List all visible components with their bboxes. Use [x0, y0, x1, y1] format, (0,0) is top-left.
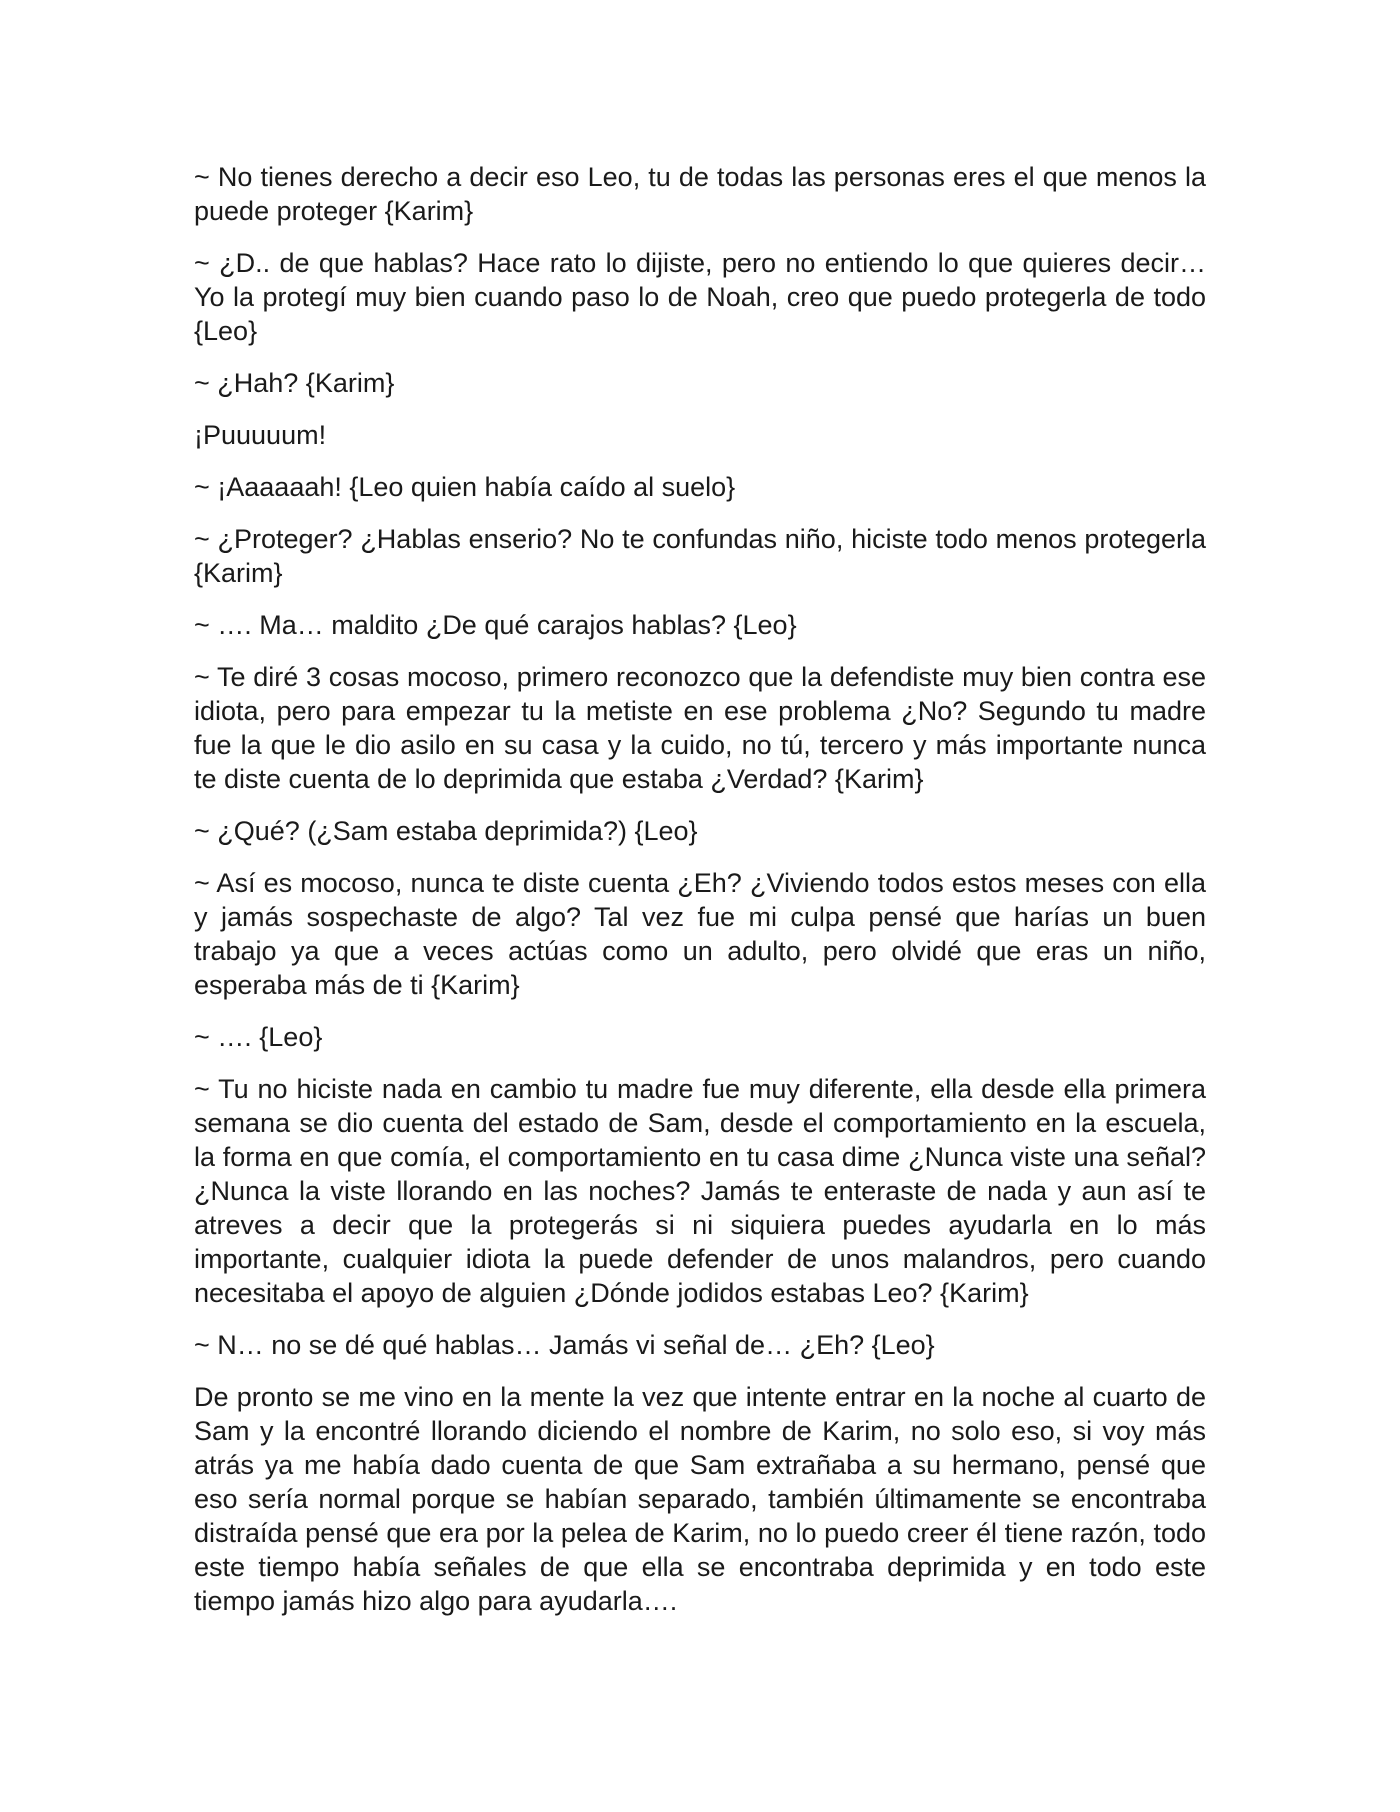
dialogue-paragraph-12: ~ Tu no hiciste nada en cambio tu madre fue muy diferente, ella desde ella primera semana se dio cuenta del estado de Sam, desde el comportamiento en la escuela, la forma en que comía, el comportamiento en tu casa dime ¿Nunca viste una señal? ¿Nunca la viste llorando en las noches? Jamás te enteraste de nada y aun así te atreves a decir que la protegerás si ni siquiera puedes ayudarla en lo más importante, cualquier idiota la puede defender de unos malandros, pero cuando necesitaba el apoyo de alguien ¿Dónde jodidos estabas Leo? {Karim} — [194, 1074, 1206, 1308]
sound-effect-paragraph: ¡Puuuuum! — [194, 420, 327, 450]
dialogue-paragraph-10: ~ Así es mocoso, nunca te diste cuenta ¿Eh? ¿Viviendo todos estos meses con ella y jamás sospechaste de algo? Tal vez fue mi culpa pensé que harías un buen trabajo ya que a veces actúas como un adulto, pero olvidé que eras un niño, esperaba más de ti {Karim} — [194, 868, 1206, 1000]
dialogue-paragraph-13: ~ N… no se dé qué hablas… Jamás vi señal de… ¿Eh? {Leo} — [194, 1330, 935, 1360]
dialogue-paragraph-7: ~ …. Ma… maldito ¿De qué carajos hablas? {Leo} — [194, 610, 797, 640]
dialogue-paragraph-2: ~ ¿D.. de que hablas? Hace rato lo dijiste, pero no entiendo lo que quieres decir… Yo la protegí muy bien cuando paso lo de Noah, creo que puedo protegerla de todo {Leo} — [194, 248, 1206, 346]
document-body — [194, 160, 1206, 1636]
dialogue-paragraph-1: ~ No tienes derecho a decir eso Leo, tu de todas las personas eres el que menos la puede proteger {Karim} — [194, 162, 1206, 226]
dialogue-paragraph-3: ~ ¿Hah? {Karim} — [194, 368, 395, 398]
dialogue-paragraph-9: ~ ¿Qué? (¿Sam estaba deprimida?) {Leo} — [194, 816, 698, 846]
dialogue-paragraph-8: ~ Te diré 3 cosas mocoso, primero reconozco que la defendiste muy bien contra ese idiota, pero para empezar tu la metiste en ese problema ¿No? Segundo tu madre fue la que le dio asilo en su casa y la cuido, no tú, tercero y más importante nunca te diste cuenta de lo deprimida que estaba ¿Verdad? {Karim} — [194, 662, 1206, 794]
dialogue-paragraph-5: ~ ¡Aaaaaah! {Leo quien había caído al suelo} — [194, 472, 736, 502]
dialogue-paragraph-11: ~ …. {Leo} — [194, 1022, 323, 1052]
dialogue-paragraph-6: ~ ¿Proteger? ¿Hablas enserio? No te confundas niño, hiciste todo menos protegerla {Karim} — [194, 524, 1206, 588]
narration-paragraph: De pronto se me vino en la mente la vez que intente entrar en la noche al cuarto de Sam y la encontré llorando diciendo el nombre de Karim, no solo eso, si voy más atrás ya me había dado cuenta de que Sam extrañaba a su hermano, pensé que eso sería normal porque se habían separado, también últimamente se encontraba distraída pensé que era por la pelea de Karim, no lo puedo creer él tiene razón, todo este tiempo había señales de que ella se encontraba deprimida y en todo este tiempo jamás hizo algo para ayudarla…. — [194, 1382, 1206, 1616]
